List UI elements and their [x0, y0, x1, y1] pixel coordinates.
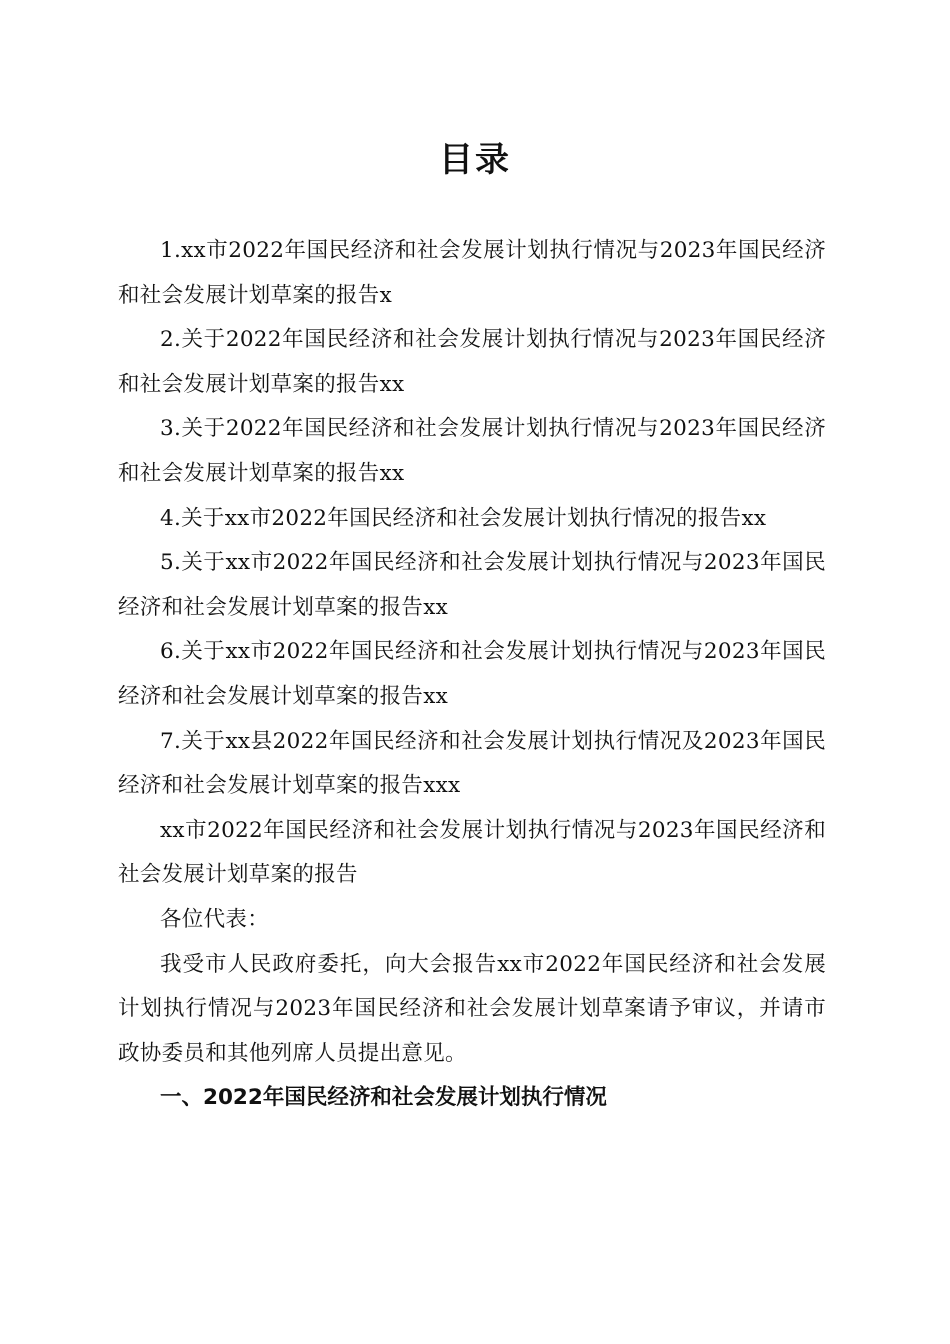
toc-item-6[interactable]: 6.关于xx市2022年国民经济和社会发展计划执行情况与2023年国民经济和社会发展计划草案的报告xx: [118, 639, 826, 709]
document-body: [118, 229, 826, 1121]
toc-item-2[interactable]: 2.关于2022年国民经济和社会发展计划执行情况与2023年国民经济和社会发展计划草案的报告xx: [118, 327, 826, 397]
section-heading-1: 一、2022年国民经济和社会发展计划执行情况: [160, 1085, 607, 1111]
toc-item-7[interactable]: 7.关于xx县2022年国民经济和社会发展计划执行情况及2023年国民经济和社会发展计划草案的报告xxx: [118, 728, 826, 799]
report-title: xx市2022年国民经济和社会发展计划执行情况与2023年国民经济和社会发展计划草案的报告: [118, 817, 826, 888]
toc-item-5[interactable]: 5.关于xx市2022年国民经济和社会发展计划执行情况与2023年国民经济和社会发展计划草案的报告xx: [118, 550, 826, 620]
salutation: 各位代表：: [160, 906, 270, 932]
toc-item-3[interactable]: 3.关于2022年国民经济和社会发展计划执行情况与2023年国民经济和社会发展计划草案的报告xx: [118, 416, 826, 486]
page-title: 目录: [439, 140, 511, 180]
toc-item-1[interactable]: 1.xx市2022年国民经济和社会发展计划执行情况与2023年国民经济和社会发展计划草案的报告x: [118, 238, 826, 308]
intro-paragraph: 我受市人民政府委托，向大会报告xx市2022年国民经济和社会发展计划执行情况与2023年国民经济和社会发展计划草案请予审议，并请市政协委员和其他列席人员提出意见。: [118, 951, 826, 1066]
toc-item-4[interactable]: 4.关于xx市2022年国民经济和社会发展计划执行情况的报告xx: [160, 505, 767, 531]
